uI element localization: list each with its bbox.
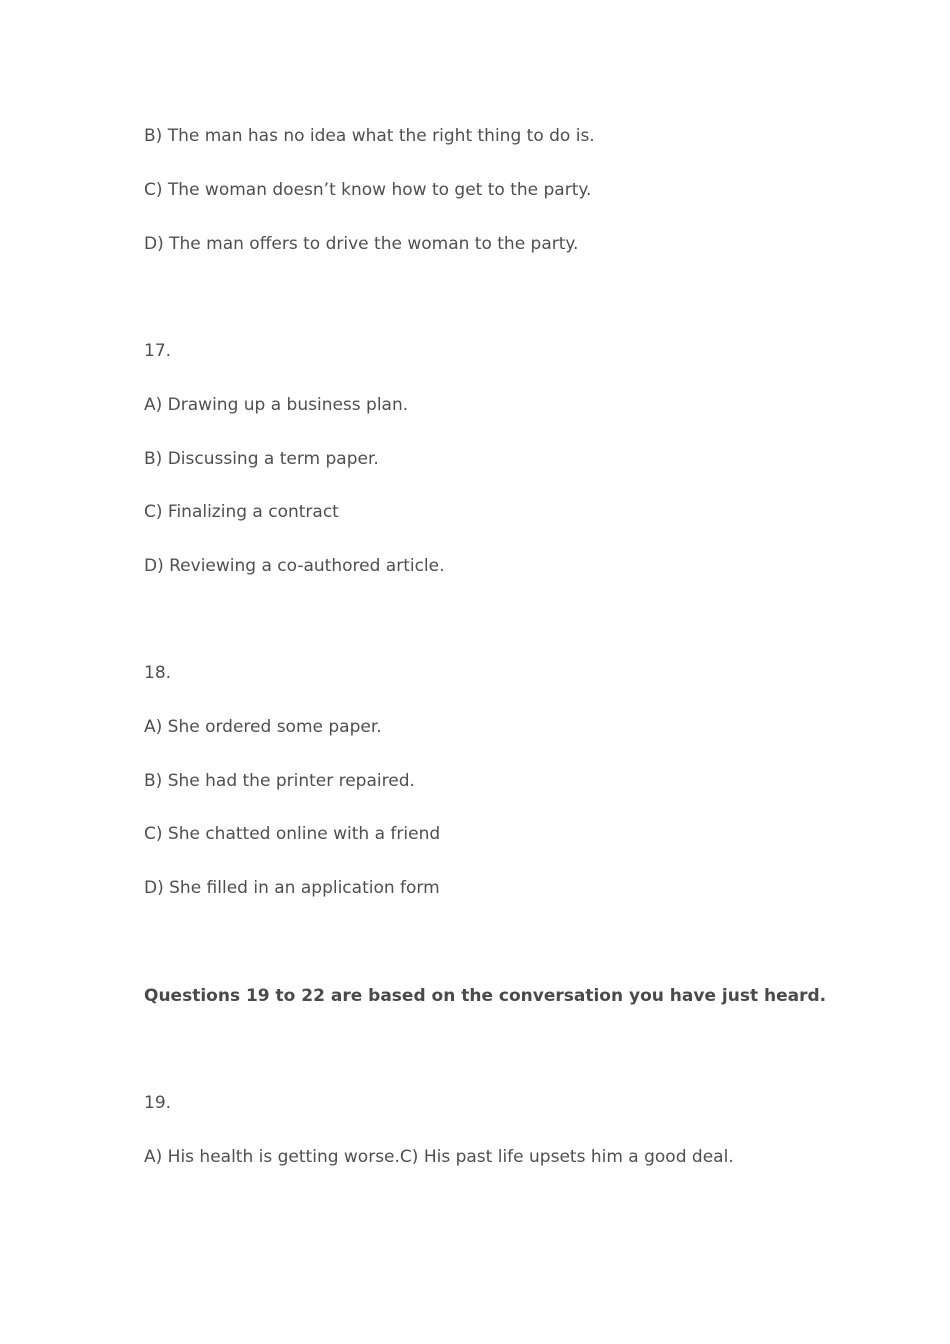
q17-number: 17.: [144, 341, 172, 361]
q18-option-c: C) She chatted online with a friend: [144, 824, 441, 844]
q17-option-a: A) Drawing up a business plan.: [144, 395, 409, 415]
q16-option-d: D) The man offers to drive the woman to the party.: [144, 234, 579, 254]
q17-option-d: D) Reviewing a co-authored article.: [144, 556, 445, 576]
q17-option-b: B) Discussing a term paper.: [144, 449, 379, 469]
q18-option-a: A) She ordered some paper.: [144, 717, 382, 737]
q18-option-d: D) She filled in an application form: [144, 878, 440, 898]
q19-number: 19.: [144, 1093, 172, 1113]
q16-option-b: B) The man has no idea what the right thing to do is.: [144, 126, 595, 146]
q17-option-c: C) Finalizing a contract: [144, 502, 339, 522]
q19-options-a-c: A) His health is getting worse.C) His past life upsets him a good deal.: [144, 1147, 734, 1167]
q18-number: 18.: [144, 663, 172, 683]
q16-option-c: C) The woman doesn’t know how to get to the party.: [144, 180, 592, 200]
q18-option-b: B) She had the printer repaired.: [144, 771, 415, 791]
section-heading: Questions 19 to 22 are based on the conversation you have just heard.: [144, 986, 827, 1006]
